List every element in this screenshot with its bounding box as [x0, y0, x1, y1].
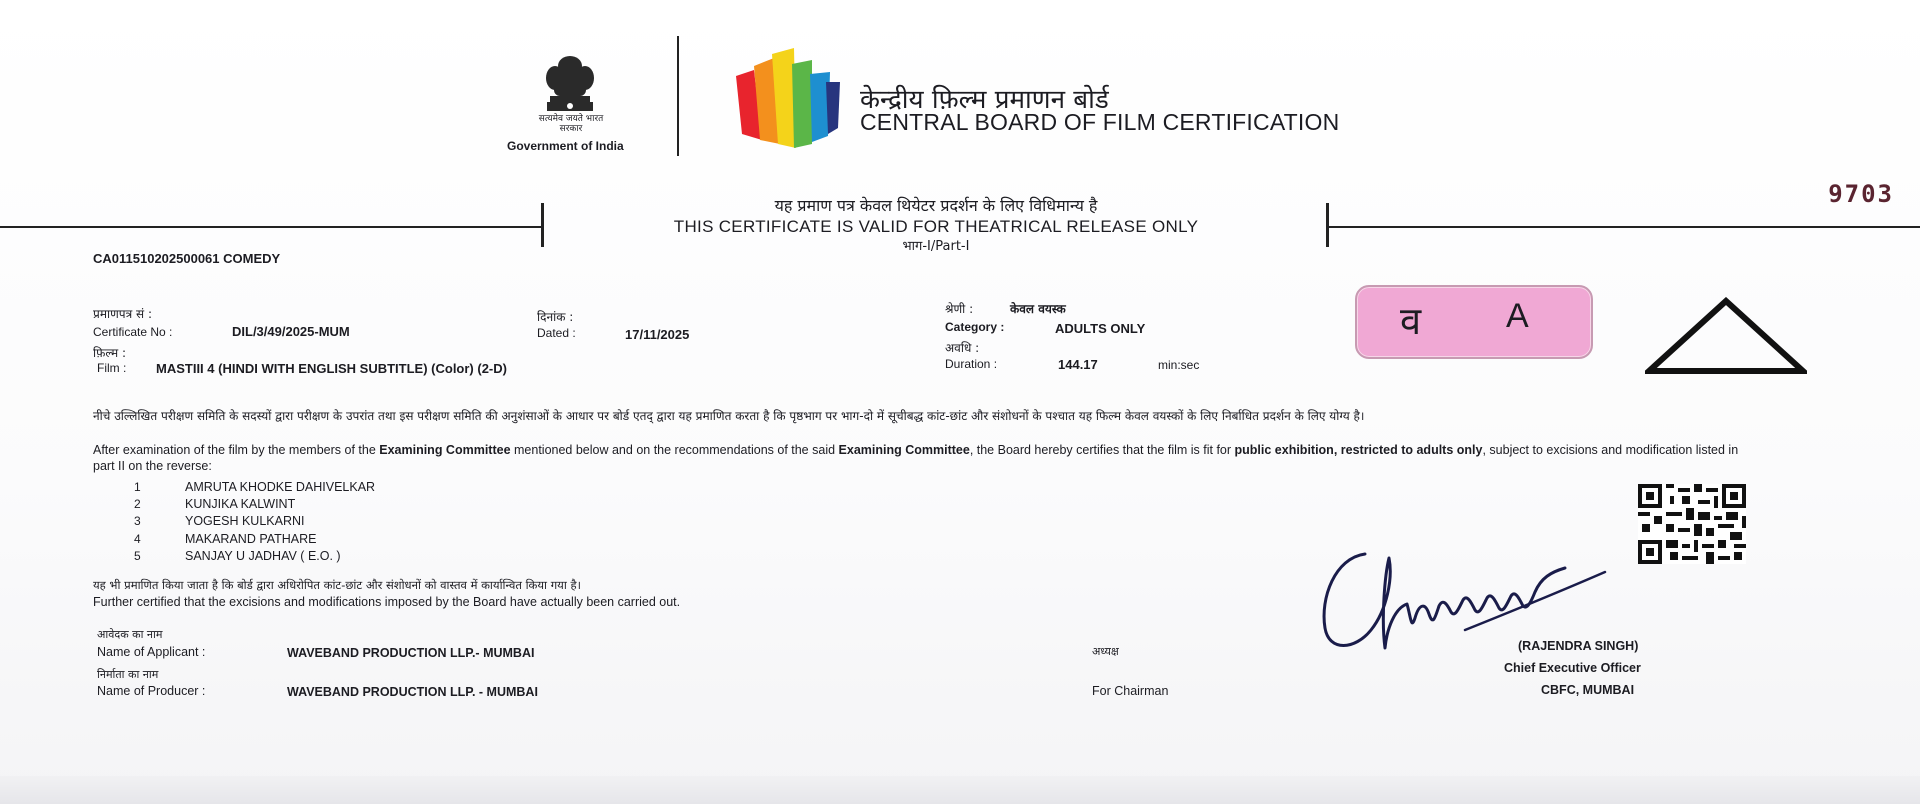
- applicant-label: Name of Applicant :: [97, 645, 206, 659]
- dated-hindi: दिनांक :: [537, 310, 574, 324]
- committee-number: 3: [134, 514, 141, 528]
- validity-hindi: यह प्रमाण पत्र केवल थियेटर प्रदर्शन के लिए विधिमान्य है: [774, 196, 1098, 215]
- committee-member: SANJAY U JADHAV ( E.O. ): [185, 549, 341, 563]
- committee-number: 4: [134, 532, 141, 546]
- dated-value: 17/11/2025: [625, 327, 690, 342]
- validity-banner: [546, 196, 1326, 260]
- committee-number: 1: [134, 480, 141, 494]
- film-hindi: फ़िल्म :: [93, 346, 127, 360]
- category-label: Category :: [945, 320, 1005, 334]
- further-english: Further certified that the excisions and modifications imposed by the Board have actually been carried out.: [93, 595, 681, 609]
- gov-label: Government of India: [507, 139, 624, 153]
- header-divider: [677, 36, 679, 156]
- category-hindi: श्रेणी :: [945, 302, 974, 316]
- triangle-symbol-icon: [1645, 297, 1807, 375]
- duration-value: 144.17: [1058, 357, 1098, 372]
- producer-value: WAVEBAND PRODUCTION LLP. - MUMBAI: [287, 685, 538, 699]
- rating-english: A: [1506, 297, 1529, 335]
- committee-member: AMRUTA KHODKE DAHIVELKAR: [185, 480, 376, 494]
- intro-hindi: नीचे उल्लिखित परीक्षण समिति के सदस्यों द्वारा परीक्षण के उपरांत तथा इस परीक्षण समिति की अनुशंसाओं के आधार पर बोर्ड एतद् द्वारा यह प्रमाणित करता है कि पृष्ठभाग पर भाग-दो में सूचीबद्ध कांट-छांट और संशोधनों के पश्चात यह फिल्म केवल वयस्कों के लिए निर्बाधित प्रदर्शन के लिए योग्य है।: [93, 409, 1365, 423]
- film-value: MASTIII 4 (HINDI WITH ENGLISH SUBTITLE) (Color) (2-D): [156, 361, 507, 376]
- cert-no-label: Certificate No :: [93, 325, 173, 339]
- duration-unit: min:sec: [1158, 358, 1200, 372]
- category-value: ADULTS ONLY: [1055, 321, 1146, 336]
- applicant-hindi: आवेदक का नाम: [97, 628, 163, 641]
- intro-english: After examination of the film by the members of the Examining Committee mentioned below and on the recommendations of the said Examining Committee, the Board hereby certifies that the film is fit for public exhibition, restricted to adults only, subject to excisions and modification listed in part II on the reverse:: [93, 443, 1739, 473]
- page-bottom-edge: [0, 776, 1920, 804]
- producer-hindi: निर्माता का नाम: [97, 668, 159, 681]
- cert-no-hindi: प्रमाणपत्र सं :: [93, 307, 153, 321]
- board-name-hindi: केन्द्रीय फ़िल्म प्रमाणन बोर्ड: [860, 85, 1109, 115]
- application-reference: CA011510202500061 COMEDY: [93, 251, 281, 266]
- signatory-title: Chief Executive Officer: [1504, 661, 1641, 675]
- producer-label: Name of Producer :: [97, 684, 206, 698]
- rule-tick-left: [541, 203, 544, 247]
- cbfc-logo-icon: [732, 44, 842, 154]
- further-hindi: यह भी प्रमाणित किया जाता है कि बोर्ड द्वारा अधिरोपित कांट-छांट और संशोधनों को वास्तव में कार्यान्वित किया गया है।: [93, 578, 581, 592]
- rule-right: [1328, 226, 1920, 228]
- validity-english: THIS CERTIFICATE IS VALID FOR THEATRICAL RELEASE ONLY: [673, 217, 1199, 236]
- committee-number: 5: [134, 549, 141, 563]
- rating-hindi: व: [1400, 299, 1422, 343]
- committee-member: YOGESH KULKARNI: [185, 514, 305, 528]
- category-hindi-value: केवल वयस्क: [1010, 302, 1066, 316]
- signatory-office: CBFC, MUMBAI: [1541, 683, 1635, 697]
- rating-badge: [1355, 285, 1593, 359]
- signatory-name: (RAJENDRA SINGH): [1518, 639, 1639, 653]
- film-label: Film :: [97, 361, 127, 375]
- rule-tick-right: [1326, 203, 1329, 247]
- duration-hindi: अवधि :: [945, 341, 980, 355]
- committee-member: MAKARAND PATHARE: [185, 532, 317, 546]
- qr-code-icon: [1638, 484, 1746, 564]
- serial-number: 9703: [1828, 180, 1894, 208]
- chairman-hindi: अध्यक्ष: [1092, 645, 1119, 658]
- applicant-value: WAVEBAND PRODUCTION LLP.- MUMBAI: [287, 646, 535, 660]
- validity-part: भाग-I/Part-I: [902, 239, 970, 254]
- cert-no-value: DIL/3/49/2025-MUM: [232, 324, 350, 339]
- board-name-english: CENTRAL BOARD OF FILM CERTIFICATION: [860, 109, 1340, 135]
- duration-label: Duration :: [945, 357, 998, 371]
- committee-member: KUNJIKA KALWINT: [185, 497, 296, 511]
- for-chairman-label: For Chairman: [1092, 684, 1169, 698]
- committee-number: 2: [134, 497, 141, 511]
- gov-hindi-caption: सत्यमेव जयते भारत सरकार: [538, 114, 604, 134]
- rule-left: [0, 226, 543, 228]
- dated-label: Dated :: [537, 326, 576, 340]
